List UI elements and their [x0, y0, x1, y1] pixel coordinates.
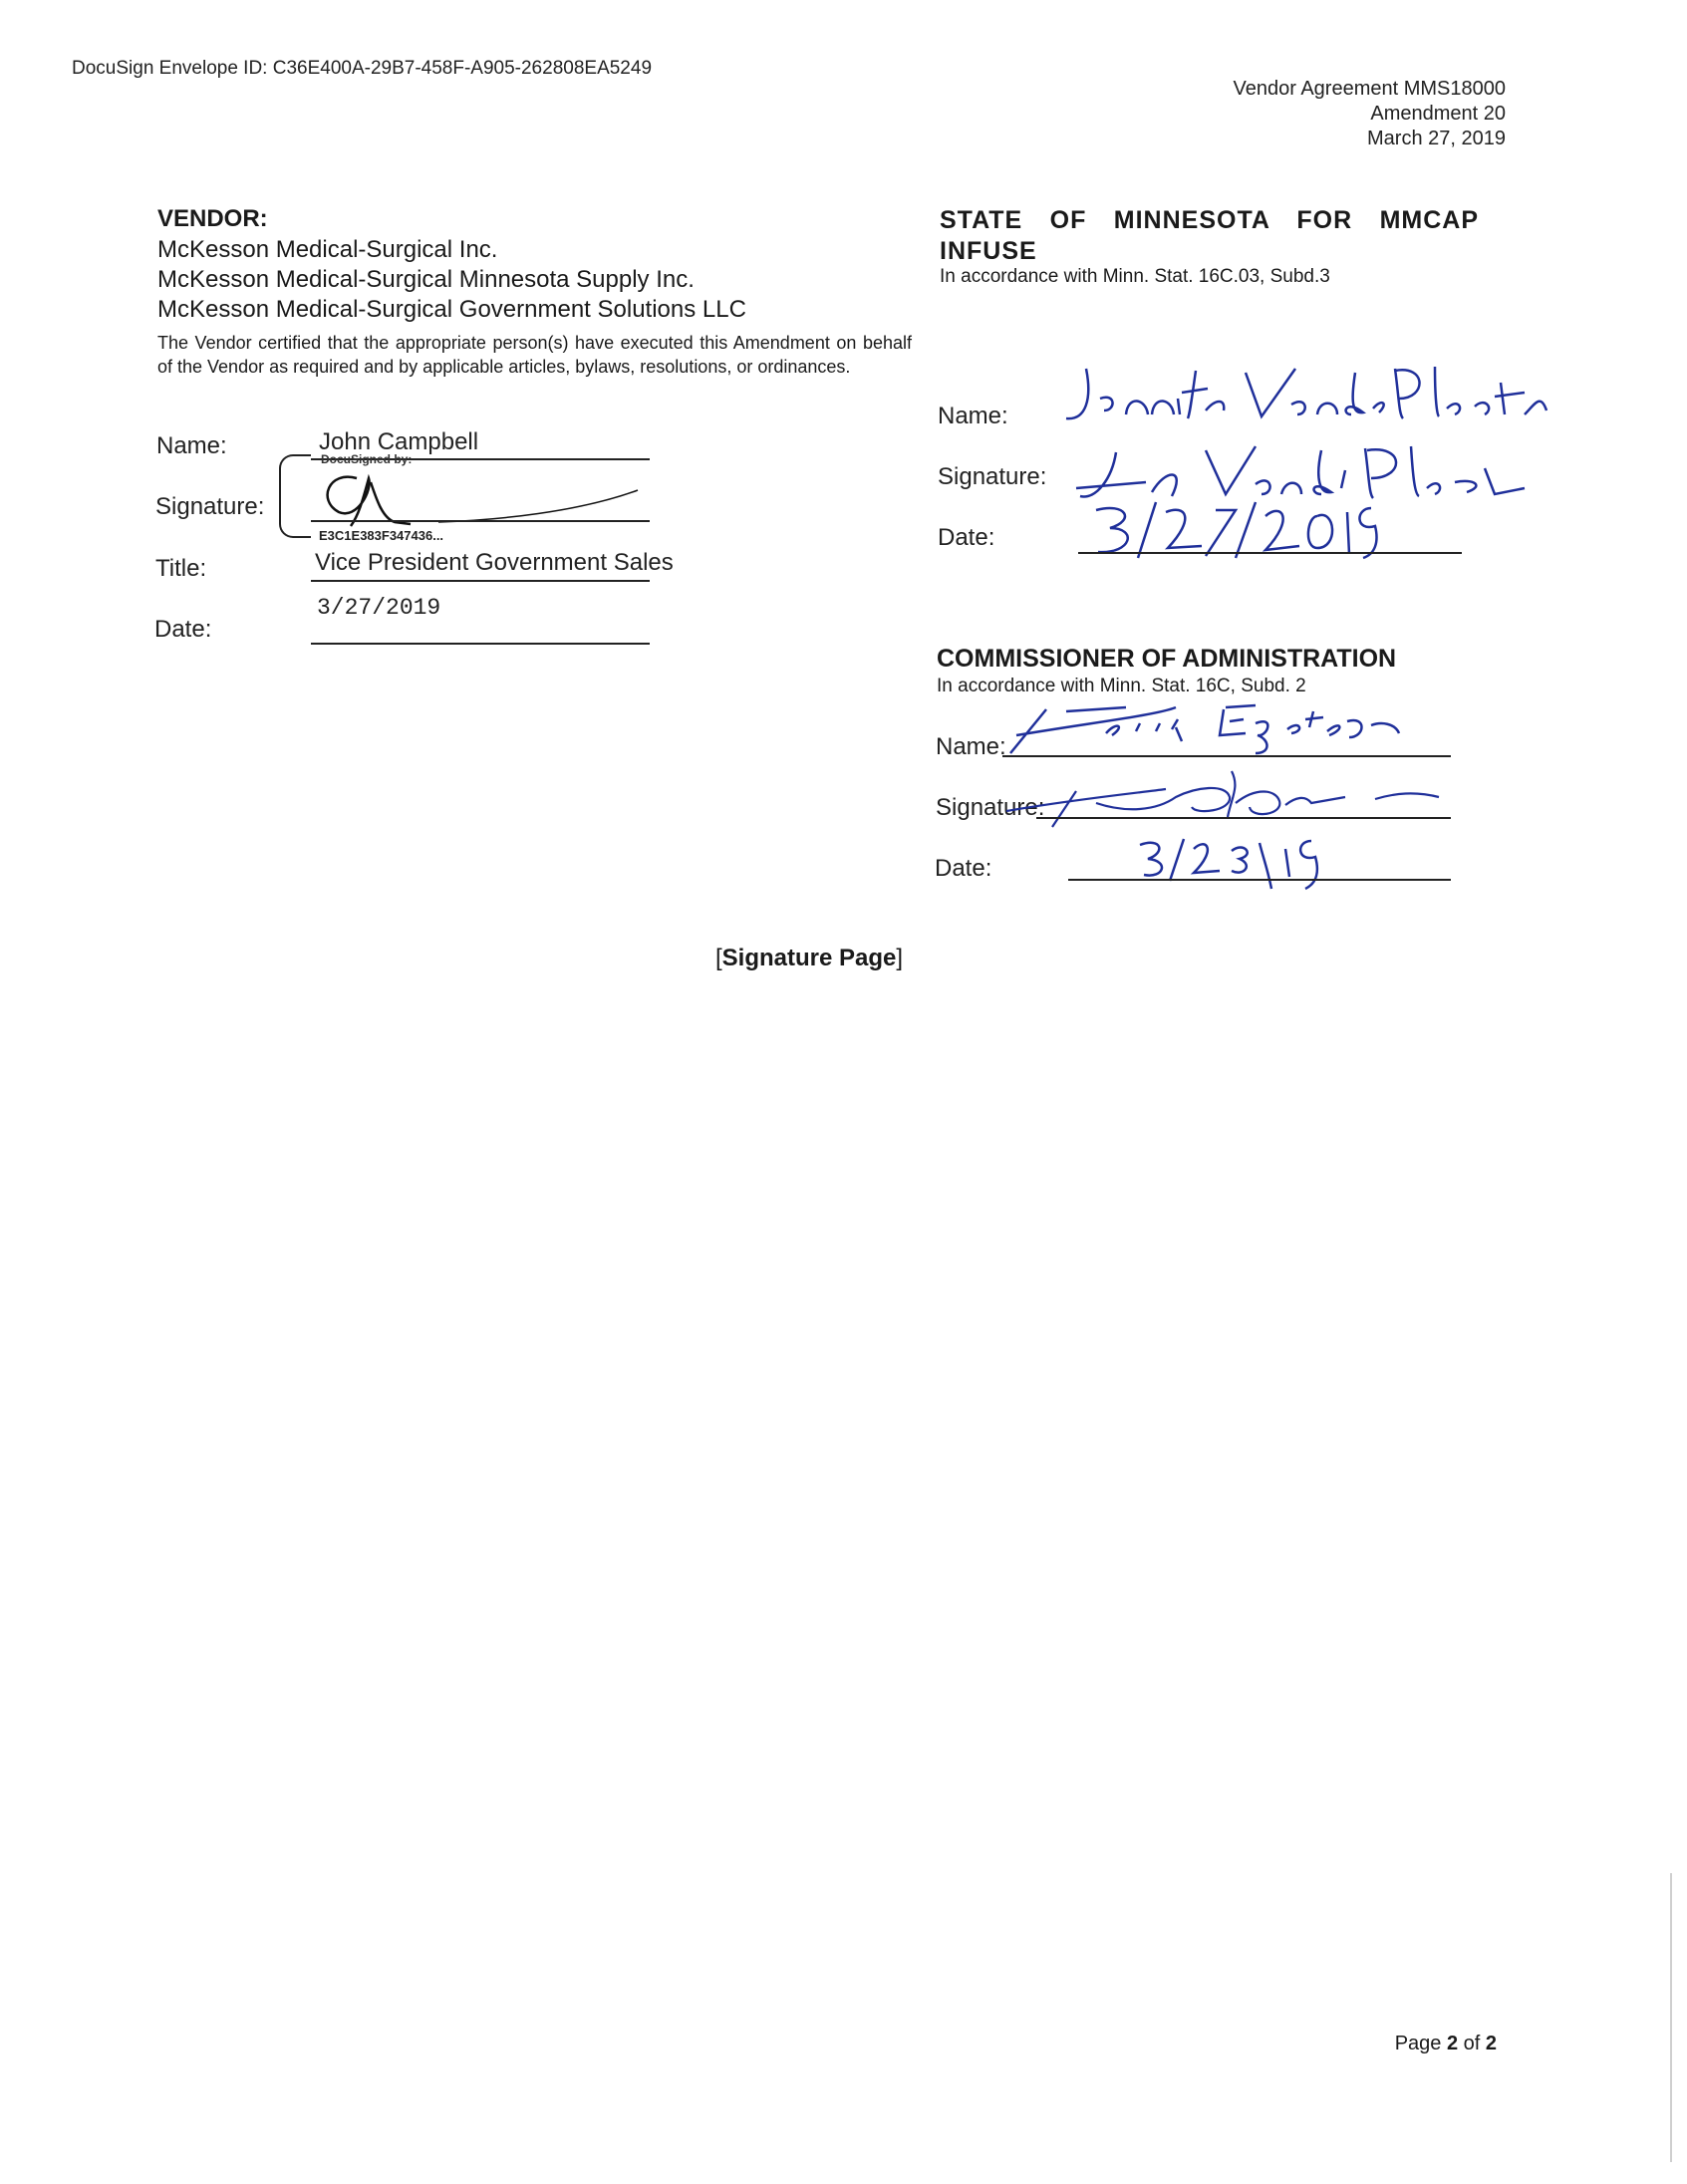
- commissioner-date-handwritten: [1136, 829, 1355, 893]
- page-number: [1395, 2033, 1497, 2055]
- state-signature-label: Signature:: [938, 463, 1047, 490]
- signature-page-bracket-close: ]: [896, 945, 904, 971]
- signature-page-label: [715, 945, 903, 972]
- vendor-name-value: John Campbell: [319, 428, 479, 455]
- scan-edge: [1670, 1873, 1672, 2162]
- commissioner-signature: [996, 767, 1455, 837]
- page-current: 2: [1446, 2033, 1459, 2054]
- vendor-certification: The Vendor certified that the appropriate person(s) have executed this Amendment on behalf of the Vendor as required and by applicable articles, bylaws, resolutions, or ordinances.: [157, 333, 912, 377]
- agreement-header: [1233, 77, 1506, 151]
- state-name-handwritten: [1056, 359, 1574, 438]
- docusigned-by-label: DocuSigned by:: [321, 452, 413, 466]
- state-date-label: Date:: [938, 524, 995, 551]
- vendor-signature-label: Signature:: [155, 493, 265, 520]
- state-authority: In accordance with Minn. Stat. 16C.03, Subd.3: [940, 266, 1330, 287]
- vendor-name-label: Name:: [156, 432, 227, 459]
- vendor-heading: VENDOR:: [157, 205, 268, 232]
- docusign-envelope-id: DocuSign Envelope ID: C36E400A-29B7-458F-A905-262808EA5249: [72, 58, 653, 79]
- page-of: of: [1458, 2033, 1486, 2054]
- commissioner-signature-label: Signature:: [936, 794, 1045, 821]
- vendor-date-value: 3/27/2019: [317, 595, 441, 621]
- signature-page-bracket-open: [: [715, 945, 722, 971]
- state-date-line: [1078, 552, 1462, 554]
- commissioner-heading: COMMISSIONER OF ADMINISTRATION: [937, 645, 1397, 673]
- vendor-company-1: McKesson Medical-Surgical Inc.: [157, 236, 498, 263]
- commissioner-date-line: [1068, 879, 1451, 881]
- state-heading: STATE OF MINNESOTA FOR MMCAP INFUSE: [940, 206, 1479, 265]
- vendor-date-line: [311, 643, 650, 645]
- amendment-number: Amendment 20: [1370, 103, 1506, 125]
- vendor-title-line: [311, 580, 650, 582]
- vendor-company-3: McKesson Medical-Surgical Government Solutions LLC: [157, 296, 746, 323]
- commissioner-date-label: Date:: [935, 855, 992, 882]
- commissioner-name-label: Name:: [936, 733, 1006, 760]
- commissioner-name-line: [1002, 755, 1451, 757]
- page-prefix: Page: [1394, 2033, 1447, 2054]
- vendor-block: [157, 205, 912, 379]
- vendor-title-label: Title:: [155, 555, 207, 582]
- vendor-title-value: Vice President Government Sales: [315, 549, 674, 576]
- state-name-label: Name:: [938, 403, 1008, 429]
- page-total: 2: [1485, 2033, 1497, 2054]
- commissioner-signature-line: [1036, 817, 1451, 819]
- vendor-date-label: Date:: [154, 616, 212, 643]
- agreement-number: Vendor Agreement MMS18000: [1233, 78, 1506, 100]
- commissioner-authority: In accordance with Minn. Stat. 16C, Subd. 2: [937, 676, 1306, 696]
- signature-page-text: Signature Page: [721, 945, 897, 971]
- agreement-date: March 27, 2019: [1367, 128, 1506, 149]
- commissioner-name-handwritten: [1006, 697, 1425, 757]
- vendor-signature-line: [311, 520, 650, 522]
- vendor-company-2: McKesson Medical-Surgical Minnesota Supply Inc.: [157, 266, 695, 293]
- docusign-id: E3C1E383F347436...: [319, 528, 444, 543]
